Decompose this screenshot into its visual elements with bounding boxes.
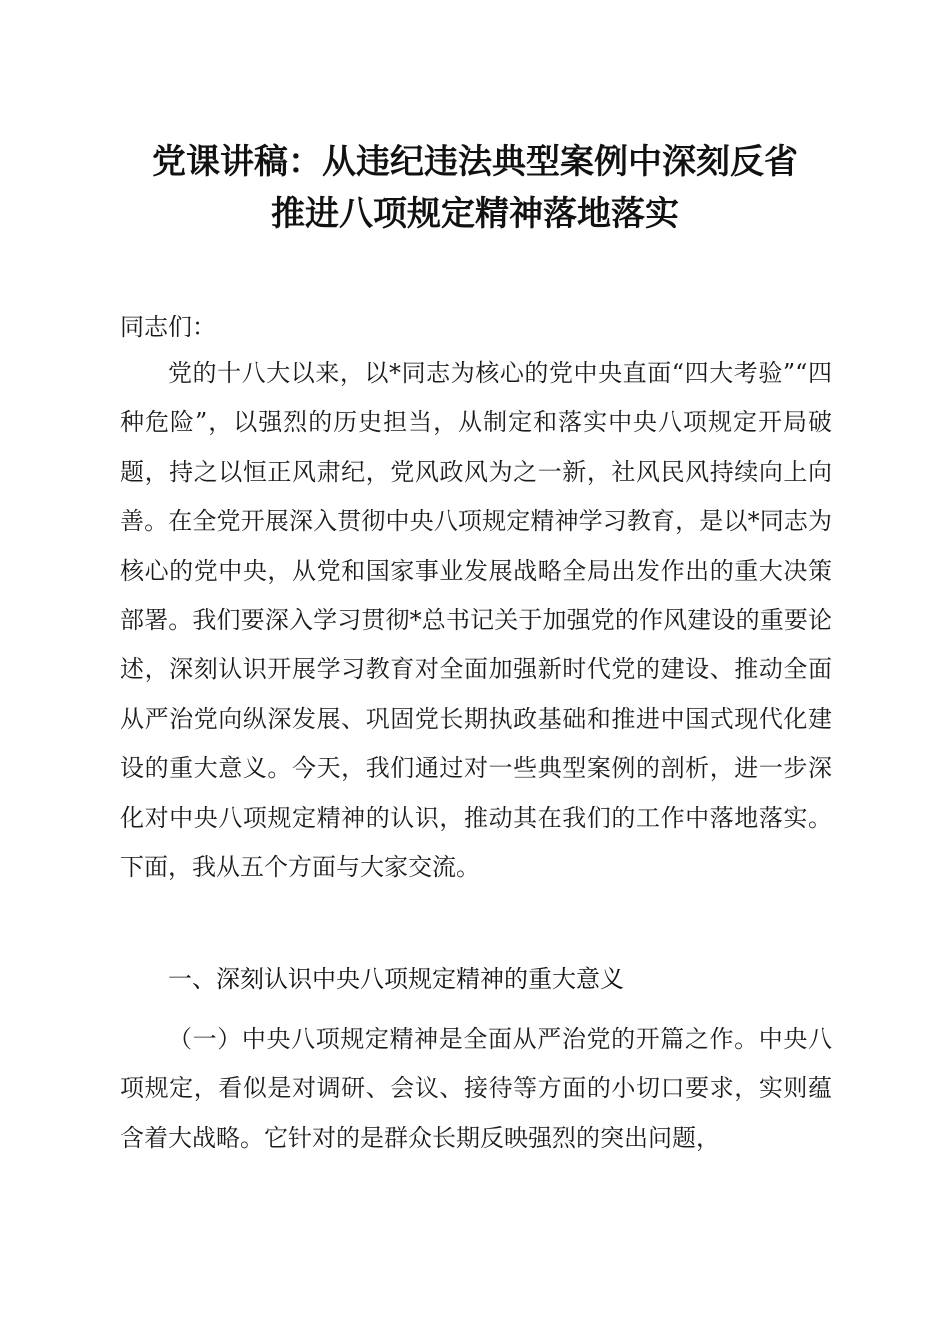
section-heading-1: 一、深刻认识中央八项规定精神的重大意义 — [168, 965, 624, 993]
salutation: 同志们： — [120, 313, 216, 341]
paragraph-intro: 党的十八大以来，以*同志为核心的党中央直面“四大考验”“四种危险”，以强烈的历史担当，从制定和落实中央八项规定开局破题，持之以恒正风肃纪，党风政风为之一新，社风民风持续向上向善。在全党开展深入贯彻中央八项规定精神学习教育，是以*同志为核心的党中央，从党和国家事业发展战略全局出发作出的重大决策部署。我们要深入学习贯彻*总书记关于加强党的作风建设的重要论述，深刻认识开展学习教育对全面加强新时代党的建设、推动全面从严治党向纵深发展、巩固党长期执政基础和推进中国式现代化建设的重大意义。今天，我们通过对一些典型案例的剖析，进一步深化对中央八项规定精神的认识，推动其在我们的工作中落地落实。下面，我从五个方面与大家交流。 — [120, 359, 832, 882]
paragraph-section1-1: （一）中央八项规定精神是全面从严治党的开篇之作。中央八项规定，看似是对调研、会议、接待等方面的小切口要求，实则蕴含着大战略。它针对的是群众长期反映强烈的突出问题， — [120, 1025, 832, 1152]
document-title-line-2: 推进八项规定精神落地落实 — [271, 194, 679, 234]
document-title-line-1: 党课讲稿：从违纪违法典型案例中深刻反省 — [152, 142, 798, 182]
